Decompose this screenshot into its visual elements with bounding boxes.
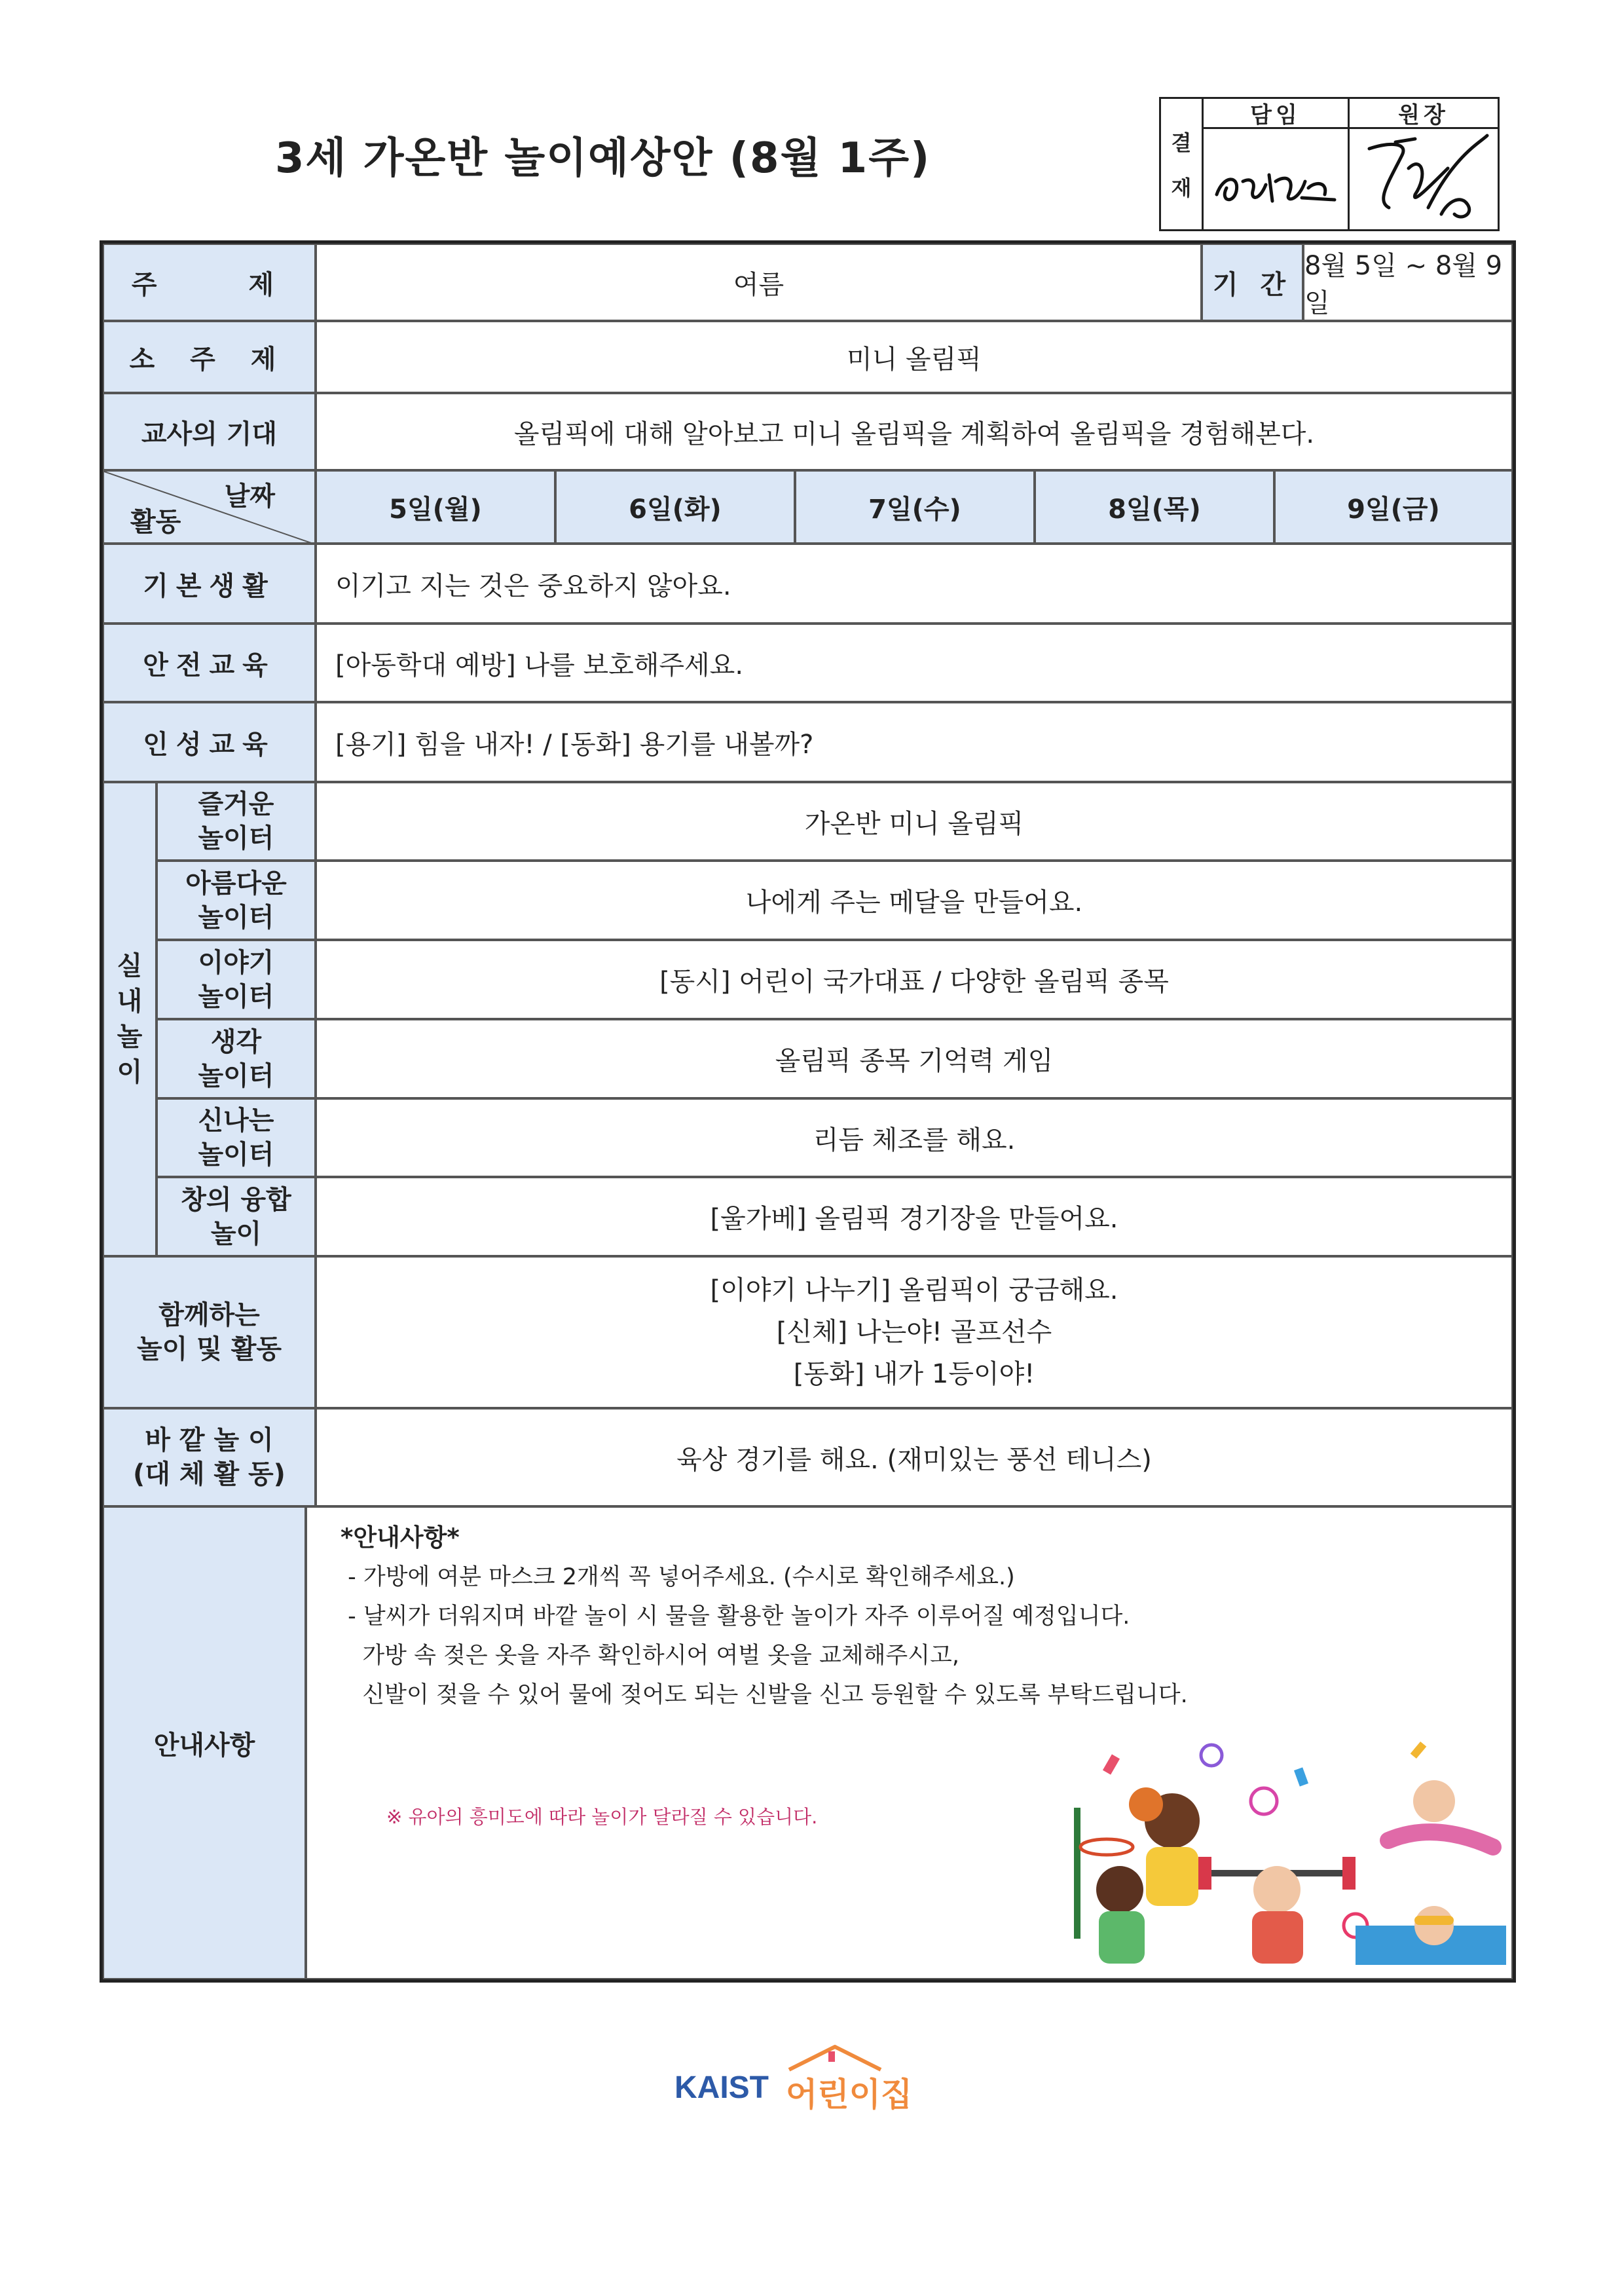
- notice-footnote: ※ 유아의 흥미도에 따라 놀이가 달라질 수 있습니다.: [386, 1806, 818, 1828]
- day-header-4: 8일(목): [1035, 470, 1274, 544]
- indoor-area-label-4-line1: 생각: [210, 1026, 262, 1057]
- day-header-2: 6일(화): [555, 470, 795, 544]
- day-header-3: 7일(수): [795, 470, 1035, 544]
- indoor-area-label-1: [157, 782, 316, 861]
- safety-education-label: 안전교육: [103, 624, 316, 702]
- outdoor-play-value: 육상 경기를 해요. (재미있는 풍선 테니스): [316, 1408, 1513, 1506]
- indoor-area-label-5: [157, 1098, 316, 1177]
- indoor-play-group-label: [103, 782, 157, 1256]
- theme-label: 주 제: [103, 244, 316, 321]
- notice-line-1: - 가방에 여분 마스크 2개씩 꼭 넣어주세요. (수시로 확인해주세요.): [341, 1564, 1015, 1590]
- together-label-line1: 함께하는: [158, 1300, 260, 1330]
- logo-daycare-text: 어린이집: [786, 2076, 913, 2114]
- indoor-area-value-2: 나에게 주는 메달을 만들어요.: [316, 861, 1513, 940]
- notice-line-4: 신발이 젖을 수 있어 물에 젖어도 되는 신발을 신고 등원할 수 있도록 부탁드립니다.: [341, 1682, 1188, 1708]
- teacher-expectation-label: 교사의 기대: [103, 393, 316, 470]
- safety-education-value: [아동학대 예방] 나를 보호해주세요.: [316, 624, 1513, 702]
- olympic-kids-illustration: [1048, 1729, 1506, 1971]
- indoor-area-label-2-line1: 아름다운: [185, 868, 287, 899]
- subtheme-label: 소 주 제: [103, 321, 316, 393]
- notice-label: 안내사항: [103, 1506, 306, 1979]
- indoor-char-4: 이: [117, 1057, 143, 1087]
- indoor-char-3: 놀: [117, 1022, 143, 1052]
- indoor-area-label-3-line1: 이야기: [198, 947, 274, 978]
- indoor-char-2: 내: [117, 986, 143, 1017]
- indoor-area-label-4-line2: 놀이터: [198, 1060, 274, 1091]
- indoor-area-label-5-line1: 신나는: [198, 1106, 274, 1136]
- approval-box: [1159, 97, 1500, 231]
- notice-line-2: - 날씨가 더워지며 바깥 놀이 시 물을 활용한 놀이가 자주 이루어질 예정입니다.: [341, 1603, 1130, 1630]
- indoor-area-value-5: 리듬 체조를 해요.: [316, 1098, 1513, 1177]
- approval-side-char-1: 결: [1171, 130, 1192, 155]
- page-title: 3세 가온반 놀이예상안 (8월 1주): [275, 134, 931, 183]
- indoor-area-value-3: [동시] 어린이 국가대표 / 다양한 올림픽 종목: [316, 940, 1513, 1019]
- outdoor-label-line2: (대 체 활 동): [133, 1459, 286, 1489]
- indoor-area-label-6-line2: 놀이: [210, 1218, 262, 1249]
- indoor-area-label-2-line2: 놀이터: [198, 902, 274, 933]
- approval-side-label: [1161, 99, 1204, 229]
- together-item-1: [이야기 나누기] 올림픽이 궁금해요.: [710, 1275, 1118, 1305]
- character-education-value: [용기] 힘을 내자! / [동화] 용기를 내볼까?: [316, 702, 1513, 782]
- corner-activity-label: 활동: [130, 507, 181, 537]
- together-item-2: [신체] 나는야! 골프선수: [776, 1317, 1052, 1347]
- indoor-area-label-5-line2: 놀이터: [198, 1140, 274, 1170]
- together-activity-label: [103, 1256, 316, 1408]
- indoor-area-label-2: [157, 861, 316, 940]
- period-value: 8월 5일 ~ 8월 9일: [1303, 244, 1513, 321]
- basic-life-value: 이기고 지는 것은 중요하지 않아요.: [316, 544, 1513, 624]
- date-activity-corner: [103, 470, 316, 544]
- day-header-1: 5일(월): [316, 470, 555, 544]
- teacher-expectation-value: 올림픽에 대해 알아보고 미니 올림픽을 계획하여 올림픽을 경험해본다.: [316, 393, 1513, 470]
- approval-side-char-2: 재: [1171, 176, 1192, 201]
- outdoor-play-label: [103, 1408, 316, 1506]
- notice-content: [341, 1518, 1388, 1715]
- outdoor-label-line1: 바 깥 놀 이: [145, 1425, 274, 1455]
- character-education-label: 인성교육: [103, 702, 316, 782]
- indoor-area-label-3-line2: 놀이터: [198, 981, 274, 1012]
- together-item-3: [동화] 내가 1등이야!: [793, 1359, 1035, 1389]
- director-signature: [1350, 129, 1498, 229]
- indoor-char-1: 실: [117, 951, 143, 981]
- approval-homeroom-header: 담임: [1204, 99, 1350, 129]
- logo-kaist-text: KAIST: [674, 2070, 769, 2105]
- day-header-5: 9일(금): [1274, 470, 1513, 544]
- indoor-area-label-6: [157, 1177, 316, 1256]
- basic-life-label: 기본생활: [103, 544, 316, 624]
- indoor-area-label-4: [157, 1019, 316, 1098]
- together-activity-value: [316, 1256, 1513, 1408]
- theme-value: 여름: [316, 244, 1202, 321]
- indoor-area-label-1-line2: 놀이터: [198, 823, 274, 853]
- indoor-area-value-4: 올림픽 종목 기억력 게임: [316, 1019, 1513, 1098]
- indoor-area-label-1-line1: 즐거운: [198, 789, 274, 819]
- indoor-area-label-6-line1: 창의 융합: [181, 1184, 291, 1215]
- kaist-daycare-logo: [674, 2043, 950, 2116]
- homeroom-signature: [1204, 129, 1350, 229]
- period-label: 기 간: [1202, 244, 1303, 321]
- notice-line-3: 가방 속 젖은 옷을 자주 확인하시어 여벌 옷을 교체해주시고,: [341, 1643, 959, 1669]
- subtheme-value: 미니 올림픽: [316, 321, 1513, 393]
- indoor-area-label-3: [157, 940, 316, 1019]
- approval-director-header: 원장: [1350, 99, 1498, 129]
- notice-title: *안내사항*: [341, 1523, 460, 1552]
- indoor-area-value-6: [울가베] 올림픽 경기장을 만들어요.: [316, 1177, 1513, 1256]
- plan-table: [100, 240, 1516, 1983]
- indoor-area-value-1: 가온반 미니 올림픽: [316, 782, 1513, 861]
- together-label-line2: 놀이 및 활동: [136, 1334, 282, 1364]
- corner-date-label: 날짜: [224, 481, 275, 512]
